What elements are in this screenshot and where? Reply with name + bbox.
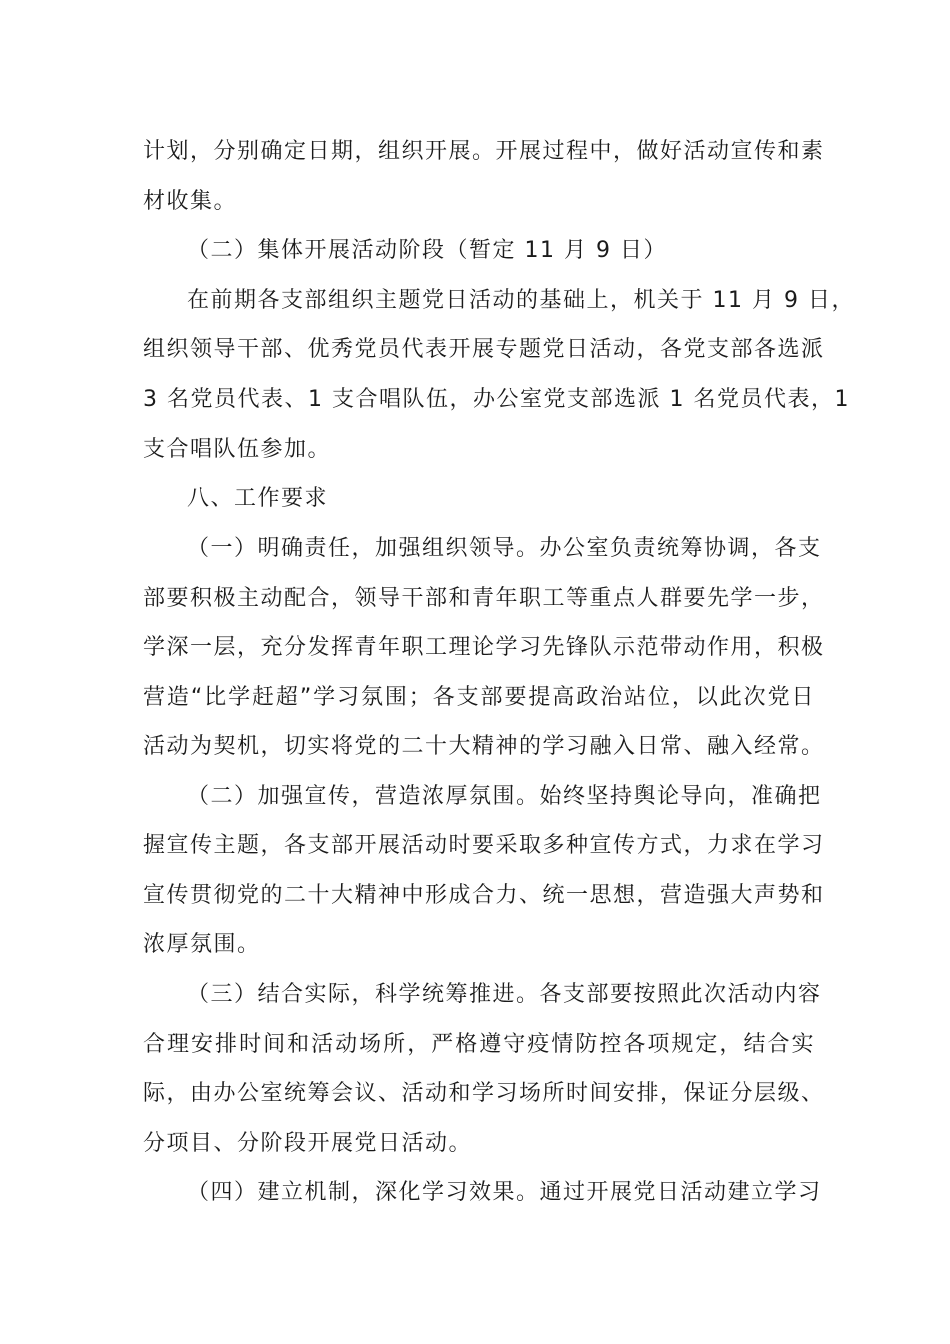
text-line: 学深一层，充分发挥青年职工理论学习先锋队示范带动作用，积极 <box>143 635 825 660</box>
text-line: 分项目、分阶段开展党日活动。 <box>143 1131 473 1156</box>
text-line: 支合唱队伍参加。 <box>143 437 332 462</box>
text-line: 浓厚氛围。 <box>143 932 261 957</box>
text-line: （二）加强宣传，营造浓厚氛围。始终坚持舆论导向，准确把 <box>187 784 822 809</box>
text-line: 营造“比学赶超”学习氛围；各支部要提高政治站位，以此次党日 <box>143 685 815 710</box>
text-line: 组织领导干部、优秀党员代表开展专题党日活动，各党支部各选派 <box>143 337 825 362</box>
text-line: 活动为契机，切实将党的二十大精神的学习融入日常、融入经常。 <box>143 734 825 759</box>
text-line: 宣传贯彻党的二十大精神中形成合力、统一思想，营造强大声势和 <box>143 883 825 908</box>
text-line: 握宣传主题，各支部开展活动时要采取多种宣传方式，力求在学习 <box>143 833 825 858</box>
text-line: 计划，分别确定日期，组织开展。开展过程中，做好活动宣传和素 <box>143 139 825 164</box>
text-line: （三）结合实际，科学统筹推进。各支部要按照此次活动内容 <box>187 982 822 1007</box>
text-line: 合理安排时间和活动场所，严格遵守疫情防控各项规定，结合实 <box>143 1032 815 1057</box>
text-line: （一）明确责任，加强组织领导。办公室负责统筹协调，各支 <box>187 536 822 561</box>
text-line: 部要积极主动配合，领导干部和青年职工等重点人群要先学一步， <box>143 586 825 611</box>
text-line: 际，由办公室统筹会议、活动和学习场所时间安排，保证分层级、 <box>143 1081 825 1106</box>
text-line: 材收集。 <box>143 189 238 214</box>
text-line: （四）建立机制，深化学习效果。通过开展党日活动建立学习 <box>187 1180 822 1205</box>
section-heading: （二）集体开展活动阶段（暂定 11 月 9 日） <box>187 238 667 263</box>
text-line: 在前期各支部组织主题党日活动的基础上，机关于 11 月 9 日， <box>187 288 855 313</box>
section-heading: 八、工作要求 <box>187 486 329 511</box>
text-line: 3 名党员代表、1 支合唱队伍，办公室党支部选派 1 名党员代表，1 <box>143 387 850 412</box>
